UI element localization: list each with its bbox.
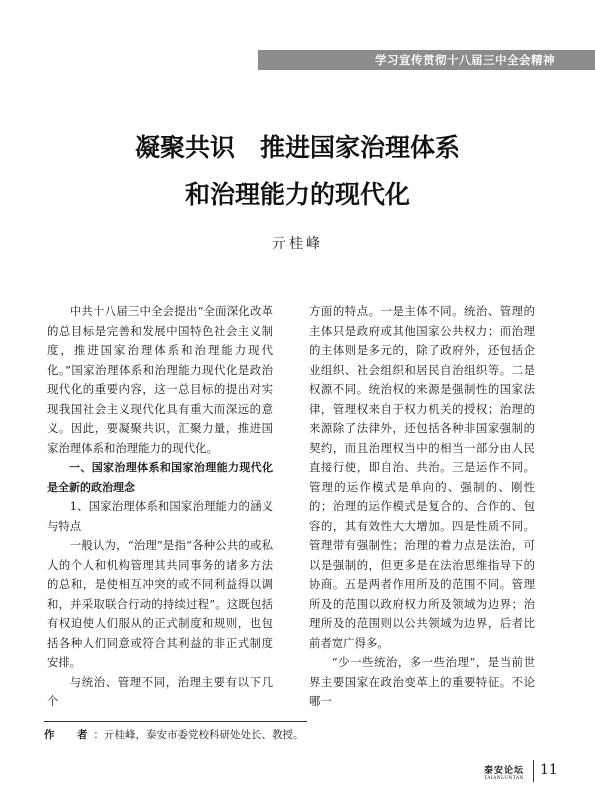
author-footnote: [44, 727, 304, 742]
journal-name: 泰安论坛: [483, 766, 524, 776]
footnote-rule: [44, 721, 307, 722]
journal-mark: [478, 763, 530, 781]
footnote-text: ：亓桂峰，泰安市委党校科研处处长、教授。: [93, 729, 304, 741]
paragraph: “少一些统治，多一些治理”，是当前世界主要国家在政治变革上的重要特征。不论哪一: [309, 655, 535, 708]
footer-divider: [533, 760, 534, 782]
paragraph: 一般认为，“治理”是指“各种公共的或私人的个人和机构管理其共同事务的诸多方法的总和，是使相互冲突的或不同利益得以调和，并采取联合行动的持续过程”。这既包括有权迫使人们服从的正式制度和规则，也包括各种人们同意或符合其利益的非正式制度安排。: [47, 538, 273, 669]
page-number: 11: [540, 762, 558, 778]
section-heading: 一、国家治理体系和国家治理能力现代化是全新的政治理念: [47, 461, 273, 494]
paragraph: 方面的特点。一是主体不同。统治、管理的主体只是政府或其他国家公共权力；而治理的主体则是多元的，除了政府外，还包括企业组织、社会组织和居民自治组织等。二是权源不同。统治权的来源是强制性的国家法律，管理权来自于权力机关的授权；治理的来源除了法律外，还包括各种非国家强制的契约，而且治理权当中的相当一部分由人民直接行使，即自治、共治。三是运作不同。管理的运作模式是单向的、强制的、刚性的；治理的运作模式是复合的、合作的、包容的，其有效性大大增加。四是性质不同。管理带有强制性；治理的着力点是法治，可以是强制的，但更多是在法治思维指导下的协商。五是两者作用所及的范围不同。管理所及的范围以政府权力所及领域为边界；治理所及的范围则以公共领域为边界，后者比前者宽广得多。: [309, 304, 535, 650]
article-title-line2: 和治理能力的现代化: [184, 180, 410, 209]
body-column-right: [309, 302, 535, 712]
article-author: 亓桂峰: [272, 236, 323, 252]
body-column-left: [47, 302, 273, 712]
paragraph: 中共十八届三中全会提出“全面深化改革的总目标是完善和发展中国特色社会主义制度，推进国家治理体系和治理能力现代化。”国家治理体系和治理能力现代化是政治现代化的重要内容，这一总目标的提出对实现我国社会主义现代化具有重大而深远的意义。因此，要凝聚共识，汇聚力量，推进国家治理体系和治理能力的现代化。: [47, 304, 273, 455]
footnote-label: 作 者: [44, 729, 94, 741]
journal-pinyin: TAIANLUNTAN: [484, 776, 524, 781]
article-title-line1: 凝聚共识 推进国家治理体系: [134, 133, 460, 162]
section-header: 学习宣传贯彻十八届三中全会精神: [375, 53, 555, 67]
paragraph: 与统治、管理不同，治理主要有以下几个: [47, 674, 273, 708]
subsection-heading: 1、国家治理体系和国家治理能力的涵义与特点: [47, 499, 273, 533]
